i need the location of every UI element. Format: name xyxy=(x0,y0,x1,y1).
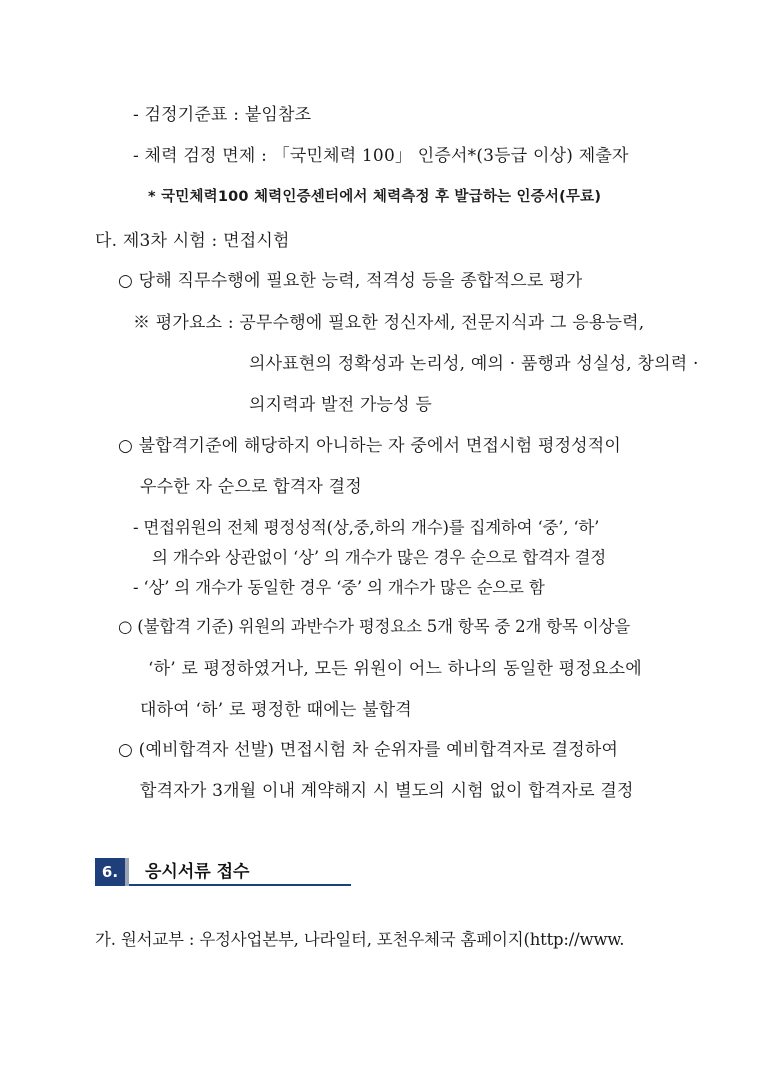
section-underline xyxy=(129,884,351,886)
text-line-tie-rule: - ‘상’ 의 개수가 동일한 경우 ‘중’ 의 개수가 많은 순으로 함 xyxy=(133,578,545,597)
bullet-pass-criteria: ○ 불합격기준에 해당하지 아니하는 자 중에서 면접시험 평정성적이 xyxy=(118,436,622,456)
text-line-fail-criteria-cont: ‘하’ 로 평정하였거나, 모든 위원이 어느 하나의 동일한 평정요소에 xyxy=(148,659,642,679)
text-line-inspection-standard: - 검정기준표 : 붙임참조 xyxy=(133,105,312,125)
text-line-reserve-selection-cont: 합격자가 3개월 이내 계약해지 시 별도의 시험 없이 합격자로 결정 xyxy=(140,781,634,801)
text-line-pass-criteria-cont: 우수한 자 순으로 합격자 결정 xyxy=(140,477,362,497)
footnote-certificate: * 국민체력100 체력인증센터에서 체력측정 후 발급하는 인증서(무료) xyxy=(148,189,602,205)
text-line-evaluation-factors-cont: 의사표현의 정확성과 논리성, 예의 · 품행과 성실성, 창의력 · xyxy=(249,354,699,374)
section-number-badge: 6. xyxy=(95,858,125,886)
text-line-fitness-exemption: - 체력 검정 면제 : 「국민체력 100」 인증서*(3등급 이상) 제출자 xyxy=(133,146,629,166)
text-line-evaluation-factors: ※ 평가요소 : 공무수행에 필요한 정신자세, 전문지식과 그 응용능력, xyxy=(133,313,645,333)
text-line-evaluation-factors-end: 의지력과 발전 가능성 등 xyxy=(249,395,433,415)
text-line-tally-rule: - 면접위원의 전체 평정성적(상,중,하의 개수)를 집계하여 ‘중’, ‘하’ xyxy=(133,518,600,537)
bullet-reserve-selection: ○ (예비합격자 선발) 면접시험 차 순위자를 예비합격자로 결정하여 xyxy=(118,740,619,760)
text-line-application-distribution: 가. 원서교부 : 우정사업본부, 나라일터, 포천우체국 홈페이지(http://www. xyxy=(95,930,625,949)
text-line-tally-rule-cont: 의 개수와 상관없이 ‘상’ 의 개수가 많은 경우 순으로 합격자 결정 xyxy=(152,548,607,567)
bullet-fail-criteria: ○ (불합격 기준) 위원의 과반수가 평정요소 5개 항목 중 2개 항목 이상을 xyxy=(118,617,630,636)
heading-third-exam: 다. 제3차 시험 : 면접시험 xyxy=(95,231,290,251)
bullet-evaluation: ○ 당해 직무수행에 필요한 능력, 적격성 등을 종합적으로 평가 xyxy=(118,271,583,291)
section-badge-shadow xyxy=(125,858,129,886)
text-line-fail-criteria-end: 대하여 ‘하’ 로 평정한 때에는 불합격 xyxy=(140,700,412,720)
section-header xyxy=(95,858,351,886)
section-title: 응시서류 접수 xyxy=(145,862,250,882)
